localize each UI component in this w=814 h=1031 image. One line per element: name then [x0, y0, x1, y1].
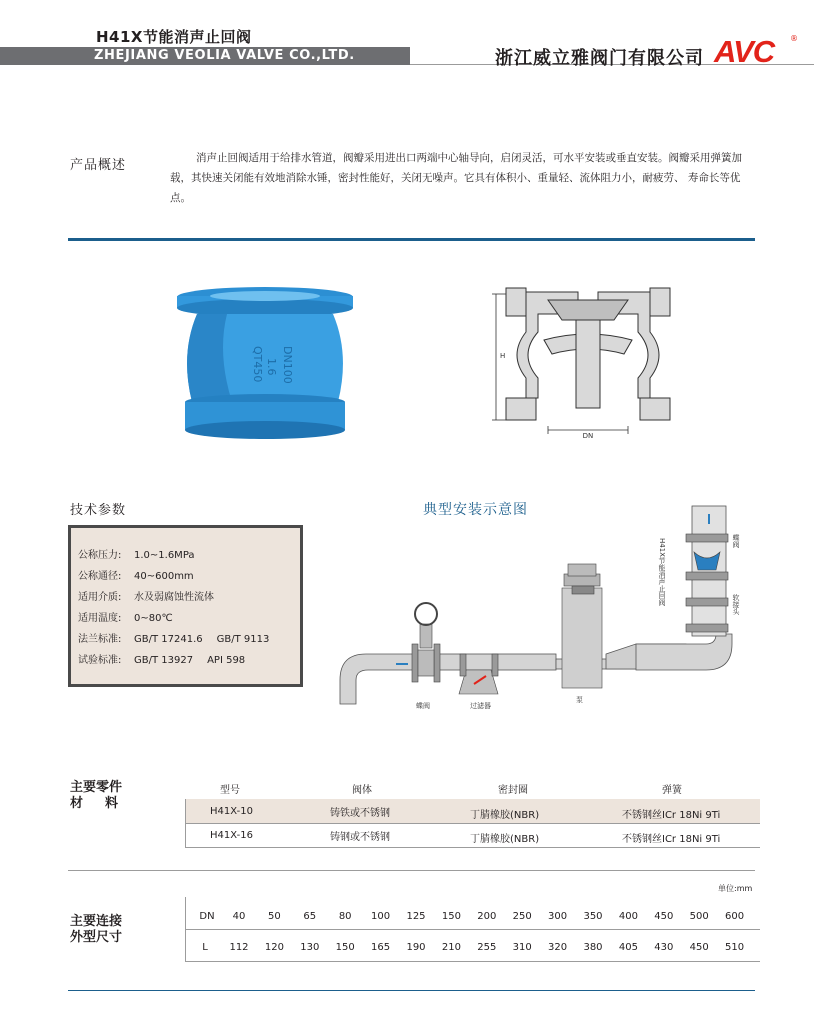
dims-dn-value: 40 [232, 911, 246, 922]
dims-l-value: 380 [583, 942, 603, 953]
dims-l-label: L [202, 942, 208, 953]
drawing-dn-label: DN [582, 432, 594, 440]
table-rule [185, 847, 760, 848]
parts-cell: 铸铁或不锈钢 [330, 808, 390, 819]
dims-dn-value: 125 [406, 911, 426, 922]
butterfly-valve-label-2: 蝶阀 [732, 534, 740, 548]
dims-dn-value: 600 [725, 911, 745, 922]
dims-dn-value: 450 [654, 911, 674, 922]
dims-dn-value: 500 [689, 911, 709, 922]
param-row: 适用介质: 水及弱腐蚀性流体 [78, 592, 214, 603]
avc-logo: AVC [714, 34, 775, 69]
dims-dn-value: 300 [548, 911, 568, 922]
param-row: 适用温度: 0~80℃ [78, 613, 173, 624]
install-diagram [336, 494, 766, 734]
soft-joint-label: 软接头 [732, 594, 740, 615]
params-label: 技术参数 [70, 503, 127, 518]
dims-dn-value: 400 [618, 911, 638, 922]
params-box [68, 525, 303, 687]
table-rule [185, 823, 760, 824]
parts-cell: 不锈钢丝ICr 18Ni 9Ti [622, 834, 721, 845]
page-title: H41X节能消声止回阀 [96, 28, 252, 46]
drawing-h-label: H [500, 352, 506, 360]
dims-l-value: 430 [654, 942, 674, 953]
registered-mark: ® [790, 34, 798, 43]
pn-marking: 1.6 [265, 358, 278, 376]
dims-dn-value: 100 [371, 911, 391, 922]
parts-cell: 不锈钢丝ICr 18Ni 9Ti [622, 810, 721, 821]
dims-l-value: 255 [477, 942, 497, 953]
material-marking: QT450 [251, 346, 264, 383]
bottom-rule [68, 990, 755, 991]
dims-l-value: 190 [406, 942, 426, 953]
dims-label: 主要连接 外型尺寸 [70, 914, 123, 945]
check-valve-label: H41X节能消声止回阀 [658, 538, 666, 606]
dims-l-value: 510 [725, 942, 745, 953]
parts-cell: H41X-16 [210, 830, 253, 841]
dims-l-value: 112 [229, 942, 249, 953]
company-name-en: ZHEJIANG VEOLIA VALVE CO.,LTD. [94, 48, 355, 63]
parts-cell: 丁腈橡胶(NBR) [470, 834, 540, 845]
dims-l-value: 165 [371, 942, 391, 953]
valve-photo [172, 284, 358, 442]
parts-cell: H41X-10 [210, 806, 253, 817]
dims-l-value: 150 [335, 942, 355, 953]
dims-dn-value: 80 [338, 911, 352, 922]
parts-cell: 铸钢或不锈钢 [330, 832, 390, 843]
overview-text: 消声止回阀适用于给排水管道，阀瓣采用进出口两端中心轴导向，启闭灵活，可水平安装或垂直安装。阀瓣采用弹簧加载，其快速关闭能有效地消除水锤，密封性能好，关闭无噪声。它具有体积小、重量轻、流体阻力小，耐疲劳、 寿命长等优点。 [170, 152, 742, 204]
section-divider [68, 238, 755, 241]
dims-dn-value: 50 [268, 911, 281, 922]
dn-marking: DN100 [281, 346, 294, 384]
param-row: 法兰标准: GB/T 17241.6 GB/T 9113 [78, 634, 270, 645]
section-rule [68, 870, 755, 871]
overview-label: 产品概述 [70, 158, 127, 173]
install-title: 典型安装示意图 [423, 502, 528, 518]
dims-dn-value: 350 [583, 911, 603, 922]
dims-l-value: 405 [618, 942, 638, 953]
parts-header-body: 阀体 [352, 785, 372, 796]
parts-header-spring: 弹簧 [662, 785, 682, 796]
param-row: 公称压力: 1.0~1.6MPa [78, 550, 195, 561]
butterfly-valve-label: 蝶阀 [416, 702, 430, 710]
parts-header-seal: 密封圈 [498, 785, 528, 796]
dims-l-value: 310 [512, 942, 532, 953]
dims-l-value: 130 [300, 942, 320, 953]
dims-dn-value: 150 [441, 911, 461, 922]
dims-l-value: 320 [548, 942, 568, 953]
dims-dn-value: 65 [303, 911, 317, 922]
dims-l-value: 120 [264, 942, 284, 953]
parts-cell: 丁腈橡胶(NBR) [470, 810, 540, 821]
dims-l-value: 210 [441, 942, 461, 953]
dims-rule [185, 961, 760, 962]
parts-label: 主要零件 材料 [70, 780, 141, 811]
header-bar [0, 47, 410, 65]
table-left-border [185, 799, 186, 847]
cross-section-drawing [488, 280, 688, 444]
dims-dn-value: 200 [477, 911, 497, 922]
dims-dn-value: 250 [512, 911, 532, 922]
pump-label: 泵 [576, 696, 583, 704]
dims-dn-label: DN [199, 911, 215, 922]
unit-label: 单位:mm [718, 884, 753, 893]
filter-label: 过滤器 [470, 702, 491, 710]
dims-l-value: 450 [689, 942, 709, 953]
param-row: 试验标准: GB/T 13927 API 598 [78, 655, 246, 666]
dims-rule [185, 929, 760, 930]
param-row: 公称通径: 40~600mm [78, 571, 194, 582]
company-name-cn: 浙江威立雅阀门有限公司 [495, 48, 704, 69]
parts-header-model: 型号 [220, 785, 240, 796]
